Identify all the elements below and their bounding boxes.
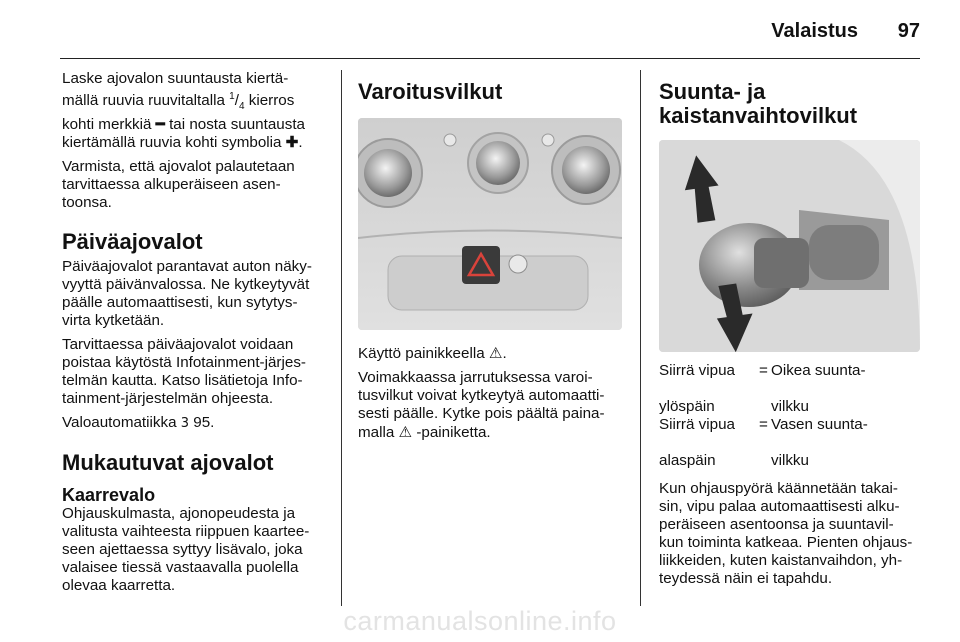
minus-icon: ━	[155, 116, 165, 134]
section-title: Valaistus	[771, 20, 858, 42]
heading-daytime-lights: Päiväajovalot	[62, 229, 203, 255]
turn-signal-lever-illustration	[659, 140, 920, 352]
heading-hazard-lights: Varoitusvilkut	[358, 79, 503, 104]
lever-definitions	[659, 362, 924, 470]
heading-cornering-light: Kaarrevalo	[62, 485, 156, 506]
plus-icon: ✚	[285, 134, 299, 152]
heading-adaptive-lights: Mukautuvat ajovalot	[62, 450, 274, 476]
def-equals: =	[759, 362, 768, 379]
header-rule	[60, 58, 920, 59]
def-value: Oikea suunta- vilkku	[771, 362, 866, 415]
heading-turn-signals: Suunta- ja kaistanvaihtovilkut	[659, 79, 858, 128]
column-middle	[358, 70, 624, 448]
def-value: Vasen suunta- vilkku	[771, 416, 868, 469]
paragraph-reset-headlights: Varmista, että ajovalot palautetaan tarvittaessa alkuperäiseen asen- toonsa.	[62, 158, 295, 212]
page-reference-link[interactable]: 95.	[189, 414, 215, 432]
page-header	[60, 0, 920, 60]
watermark: carmanualsonline.info	[343, 606, 617, 636]
fraction-denominator: 4	[238, 101, 245, 113]
column-left	[62, 70, 330, 601]
column-divider	[640, 70, 641, 606]
def-equals: =	[759, 416, 768, 433]
paragraph-hazard-operation: Käyttö painikkeella ⚠.	[358, 344, 507, 362]
column-divider	[341, 70, 342, 606]
paragraph-disable-daytime: Tarvittaessa päiväajovalot voidaan poistaa käytöstä Infotainment-järjes- telmän kautta. Katso lisätietoja Info- tainment-järjestelmän ohjeesta.	[62, 336, 306, 408]
paragraph-cornering-light: Ohjauskulmasta, ajonopeudesta ja valitusta vaihteesta riippuen kaartee- seen ajettaessa syttyy lisävalo, joka valaisee tiessä vastaavalla puolella olevaa kaarretta.	[62, 505, 310, 595]
paragraph-daytime-lights: Päiväajovalot parantavat auton näky- vyyttä päivänvalossa. Ne kytkeytyvät päälle automaattisesti, kun sytytys- virta kytketään.	[62, 258, 312, 330]
paragraph-lever-return: Kun ohjauspyörä käännetään takai- sin, vipu palaa automaattisesti alku- peräiseen asentoonsa ja suuntavil- kun toiminta katkeaa. Pienten ohjaus- liikkeiden, kuten kaistanvaihdon, yh- teydessä näin ei tapahdu.	[659, 480, 913, 587]
hazard-warning-icon: ⚠	[398, 423, 413, 441]
page-number: 97	[897, 20, 920, 42]
lever-image	[659, 140, 920, 352]
page-reference-icon: 3	[180, 416, 190, 432]
paragraph-auto-light-ref: Valoautomatiikka 3 95.	[62, 414, 215, 432]
def-term: Siirrä vipua ylöspäin	[659, 362, 735, 415]
column-right	[659, 70, 924, 594]
paragraph-hazard-auto: Voimakkaassa jarrutuksessa varoi- tusvilkut voivat kytkeytyä automaatti- sesti päälle. Kytke pois päältä paina- malla ⚠ -painiketta.	[358, 369, 605, 441]
def-term: Siirrä vipua alaspäin	[659, 416, 735, 469]
fraction-numerator: 1	[229, 91, 235, 102]
hazard-switch-illustration	[358, 118, 622, 330]
hazard-warning-icon: ⚠	[488, 344, 503, 362]
dashboard-image	[358, 118, 622, 330]
fraction-slash: /	[234, 92, 239, 110]
paragraph-headlight-adjust: Laske ajovalon suuntausta kiertä- mällä ruuvia ruuvitaltalla $^1/_4$ kierros kohti merkkiä ━ tai nosta suuntausta kiertämällä ruuvia kohti symbolia ✚.	[62, 70, 306, 152]
